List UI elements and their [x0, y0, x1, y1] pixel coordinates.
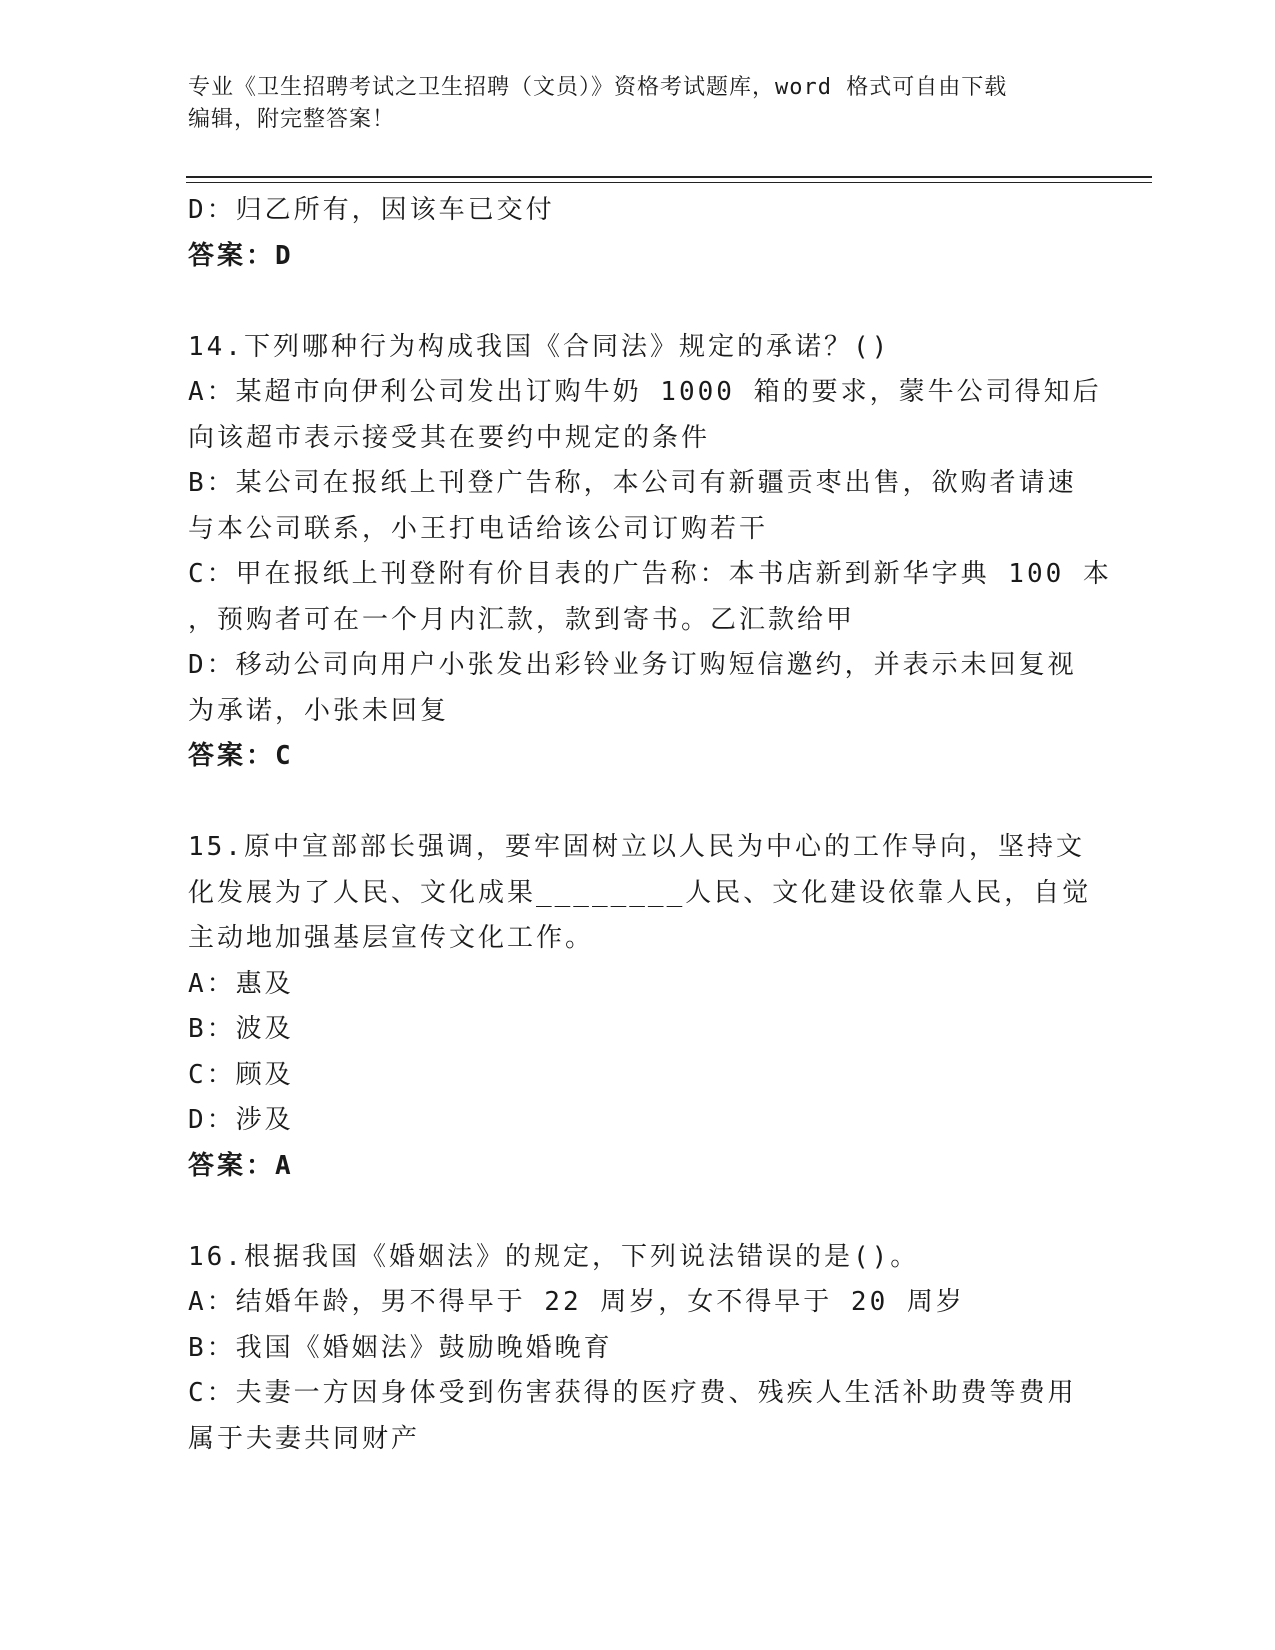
header-divider-thin — [186, 182, 1152, 183]
spacer — [188, 279, 1088, 325]
question-stem: 15.原中宣部部长强调，要牢固树立以人民为中心的工作导向，坚持文 化发展为了人民、文化成果________人民、文化建设依靠人民，自觉 主动地加强基层宣传文化工作。 — [188, 832, 1092, 953]
option-c: C：夫妻一方因身体受到伤害获得的医疗费、残疾人生活补助费等费用 属于夫妻共同财产 — [188, 1378, 1077, 1454]
option-b: B：波及 — [188, 1014, 294, 1044]
option-c: C：甲在报纸上刊登附有价目表的广告称：本书店新到新华字典 100 本 ，预购者可在一个月内汇款，款到寄书。乙汇款给甲 — [188, 559, 1112, 635]
spacer — [188, 1189, 1088, 1235]
option-d: D：移动公司向用户小张发出彩铃业务订购短信邀约，并表示未回复视 为承诺，小张未回复 — [188, 650, 1077, 726]
option-a: A：某超市向伊利公司发出订购牛奶 1000 箱的要求，蒙牛公司得知后 向该超市表示接受其在要约中规定的条件 — [188, 377, 1102, 453]
option-b: B：我国《婚姻法》鼓励晚婚晚育 — [188, 1332, 613, 1363]
question-stem: 14.下列哪种行为构成我国《合同法》规定的承诺？() — [188, 331, 891, 362]
header-divider-thick — [186, 176, 1152, 178]
spacer — [188, 780, 1088, 826]
option-c: C：顾及 — [188, 1059, 294, 1090]
question-16 — [188, 1235, 1088, 1463]
option-a: A：结婚年龄，男不得早于 22 周岁，女不得早于 20 周岁 — [188, 1287, 965, 1317]
question-stem: 16.根据我国《婚姻法》的规定，下列说法错误的是()。 — [188, 1241, 920, 1272]
option-b: B：某公司在报纸上刊登广告称，本公司有新疆贡枣出售，欲购者请速 与本公司联系，小王打电话给该公司订购若干 — [188, 468, 1077, 544]
question-14 — [188, 325, 1112, 780]
question-15 — [188, 825, 1092, 1189]
header-line-1: 专业《卫生招聘考试之卫生招聘（文员）》资格考试题库，word 格式可自由下载 — [188, 75, 1008, 100]
option-a: A：惠及 — [188, 968, 294, 999]
answer: 答案：A — [188, 1150, 294, 1181]
document-body — [188, 188, 1112, 1462]
answer-previous: 答案：D — [188, 240, 294, 271]
option-d-previous: D：归乙所有，因该车已交付 — [188, 195, 555, 225]
option-d: D：涉及 — [188, 1105, 294, 1135]
answer: 答案：C — [188, 741, 294, 771]
header-line-2: 编辑，附完整答案！ — [188, 107, 396, 132]
page-header — [188, 72, 1068, 136]
